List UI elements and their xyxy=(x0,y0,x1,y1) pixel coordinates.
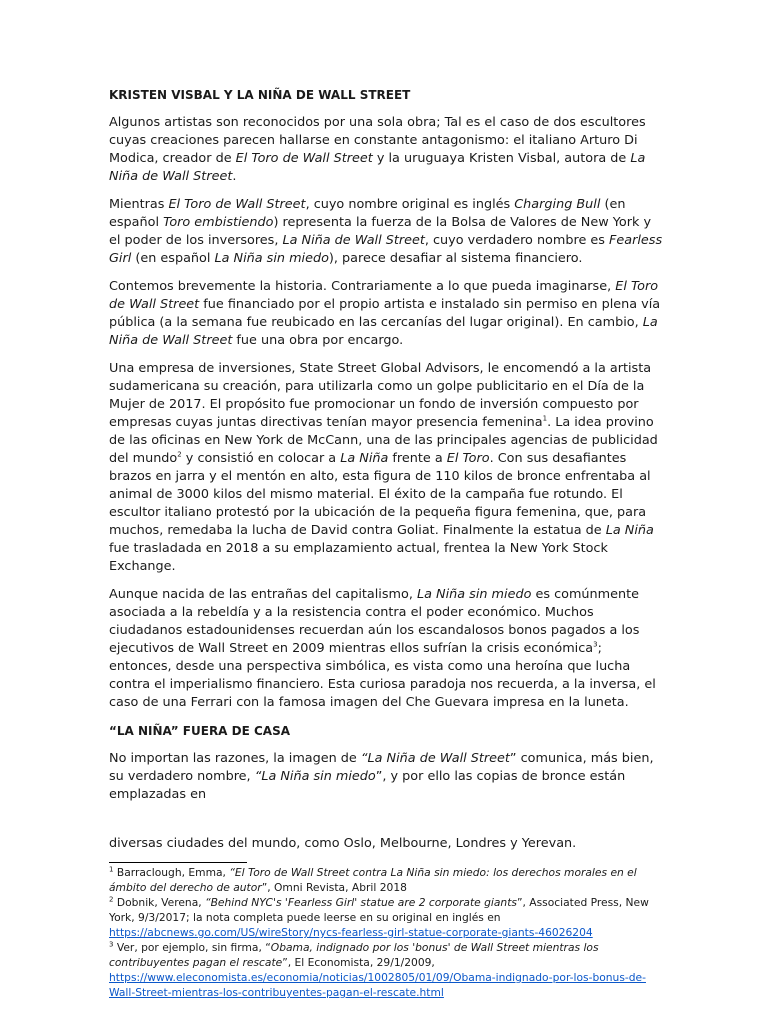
italic-text: La Niña sin miedo xyxy=(214,251,329,266)
text-run: fue trasladada en 2018 a su emplazamiento actual, frentea la New York Stock Exchange. xyxy=(109,541,608,574)
text-run: No importan las razones, la imagen de xyxy=(109,751,361,766)
footnote-marker: 2 xyxy=(109,895,114,904)
paragraph-6-continuation: diversas ciudades del mundo, como Oslo, Melbourne, Londres y Yerevan. xyxy=(109,836,577,851)
paragraph-6 xyxy=(109,750,664,804)
italic-text: Fearless Girl xyxy=(109,233,663,266)
text-run: es comúnmente asociada a la rebeldía y a la resistencia contra el poder económico. Muchos ciudadanos estadounidenses recuerdan aún los escandalosos bonos pagados a los ejecutivos de Wall Street en 2009 mientras ellos sufrían la crisis económica xyxy=(109,587,640,656)
text-run: ”, y por ello las copias de bronce están emplazadas en xyxy=(109,769,626,802)
text-run: . Con sus desafiantes brazos en jarra y el mentón en alto, esta figura de 110 kilos de bronce enfrentaba al animal de 3000 kilos del mismo material. El éxito de la campaña fue rotundo. El escultor italiano protestó por la ubicación de la pequeña figura femenina, que, para muchos, remedaba la lucha de David contra Goliat. Finalmente la estatua de xyxy=(109,451,651,538)
italic-text: “Behind NYC's 'Fearless Girl' statue are 2 corporate giants xyxy=(205,896,517,909)
paragraph-4 xyxy=(109,360,664,576)
text-run: ”, Associated Press, New York, 9/3/2017; la nota completa puede leerse en su original en inglés en xyxy=(109,896,649,924)
italic-text: “El Toro de Wall Street contra La Niña sin miedo: los derechos morales en el ámbito del derecho de autor xyxy=(109,866,637,894)
text-run: Dobnik, Verena, xyxy=(113,896,206,909)
footnote-3 xyxy=(109,940,664,1000)
text-run: frente a xyxy=(388,451,447,466)
text-run: ; entonces, desde una perspectiva simbólica, es vista como una heroína que lucha contra el imperialismo financiero. Esta curiosa paradoja nos recuerda, a la inversa, el caso de una Ferrari con la famosa imagen del Che Guevara impresa en la luneta. xyxy=(109,641,656,710)
text-run: ”, El Economista, 29/1/2009, xyxy=(282,956,435,969)
text-run: y la uruguaya Kristen Visbal, autora de xyxy=(372,151,631,166)
text-run: y consistió en colocar a xyxy=(181,451,341,466)
text-run: . xyxy=(232,169,237,184)
paragraph-1 xyxy=(109,114,664,186)
italic-text: El Toro de Wall Street xyxy=(109,279,659,312)
text-run: , cuyo verdadero nombre es xyxy=(424,233,610,248)
italic-text: La Niña xyxy=(605,523,654,538)
italic-text: La Niña xyxy=(340,451,389,466)
footnote-marker: 1 xyxy=(542,414,548,423)
text-run: ” comunica, más bien, su verdadero nombre, xyxy=(109,751,654,784)
document-body xyxy=(109,86,664,1000)
footnote-1 xyxy=(109,865,664,895)
italic-text: La Niña de Wall Street xyxy=(282,233,425,248)
footnote-separator xyxy=(109,862,247,863)
text-run: Barraclough, Emma, xyxy=(113,866,230,879)
italic-text: La Niña sin miedo xyxy=(416,587,532,602)
footnote-marker: 2 xyxy=(177,450,182,459)
text-run: Algunos artistas son reconocidos por una sola obra; Tal es el caso de dos escultores cuyas creaciones parecen hallarse en constante antagonismo: el italiano Arturo Di Modica, creador de xyxy=(109,115,646,166)
text-run: fue financiado por el propio artista e instalado sin permiso en plena vía pública (a la semana fue reubicado en las cercanías del lugar original). En cambio, xyxy=(109,297,661,330)
text-run: Aunque nacida de las entrañas del capitalismo, xyxy=(109,587,417,602)
page-break-gap xyxy=(109,804,664,835)
text-run: Mientras xyxy=(109,197,169,212)
italic-text: Obama, indignado por los 'bonus' de Wall Street mientras los contribuyentes pagan el rescate xyxy=(109,941,599,969)
italic-text: El Toro de Wall Street xyxy=(168,197,306,212)
text-run: ) representa la fuerza de la Bolsa de Valores de New York y el poder de los inversores, xyxy=(109,215,652,248)
footnote-2 xyxy=(109,895,664,940)
text-run: fue una obra por encargo. xyxy=(232,333,404,348)
text-run: Una empresa de inversiones, State Street Global Advisors, le encomendó a la artista sudamericana su creación, para utilizarla como un golpe publicitario en el Día de la Mujer de 2017. El propósito fue promocionar un fondo de inversión compuesto por empresas cuyas juntas directivas tenían mayor presencia femenina xyxy=(109,361,652,430)
section-subheading: “LA NIÑA” FUERA DE CASA xyxy=(109,724,291,738)
footnote-marker: 3 xyxy=(109,940,114,949)
text-run: Contemos brevemente la historia. Contrariamente a lo que pueda imaginarse, xyxy=(109,279,616,294)
paragraph-2 xyxy=(109,196,664,268)
paragraph-3 xyxy=(109,278,664,350)
italic-text: “La Niña sin miedo xyxy=(254,769,376,784)
text-run: . La idea provino de las oficinas en New York de McCann, una de las principales agencias de publicidad del mundo xyxy=(109,415,658,466)
italic-text: “La Niña de Wall Street xyxy=(360,751,510,766)
text-run: ), parece desafiar al sistema financiero. xyxy=(328,251,583,266)
footnote-link[interactable]: https://www.eleconomista.es/economia/noticias/1002805/01/09/Obama-indignado-por-los-bonus-de-Wall-Street-mientras-los-contribuyentes-pagan-el-rescate.html xyxy=(109,971,646,999)
italic-text: El Toro xyxy=(446,451,490,466)
text-run: (en español xyxy=(131,251,215,266)
document-title: KRISTEN VISBAL Y LA NIÑA DE WALL STREET xyxy=(109,88,411,102)
italic-text: La Niña de Wall Street xyxy=(109,315,658,348)
italic-text: El Toro de Wall Street xyxy=(235,151,373,166)
text-run: Ver, por ejemplo, sin firma, “ xyxy=(113,941,271,954)
text-run: (en español xyxy=(109,197,626,230)
paragraph-5 xyxy=(109,586,664,712)
italic-text: Toro embistiendo xyxy=(163,215,274,230)
italic-text: Charging Bull xyxy=(514,197,601,212)
text-run: , cuyo nombre original es inglés xyxy=(305,197,515,212)
text-run: ”, Omni Revista, Abril 2018 xyxy=(261,881,407,894)
footnote-marker: 1 xyxy=(109,865,114,874)
footnote-marker: 3 xyxy=(593,640,598,649)
italic-text: La Niña de Wall Street xyxy=(109,151,646,184)
footnote-link[interactable]: https://abcnews.go.com/US/wireStory/nycs-fearless-girl-statue-corporate-giants-46026204 xyxy=(109,926,593,939)
